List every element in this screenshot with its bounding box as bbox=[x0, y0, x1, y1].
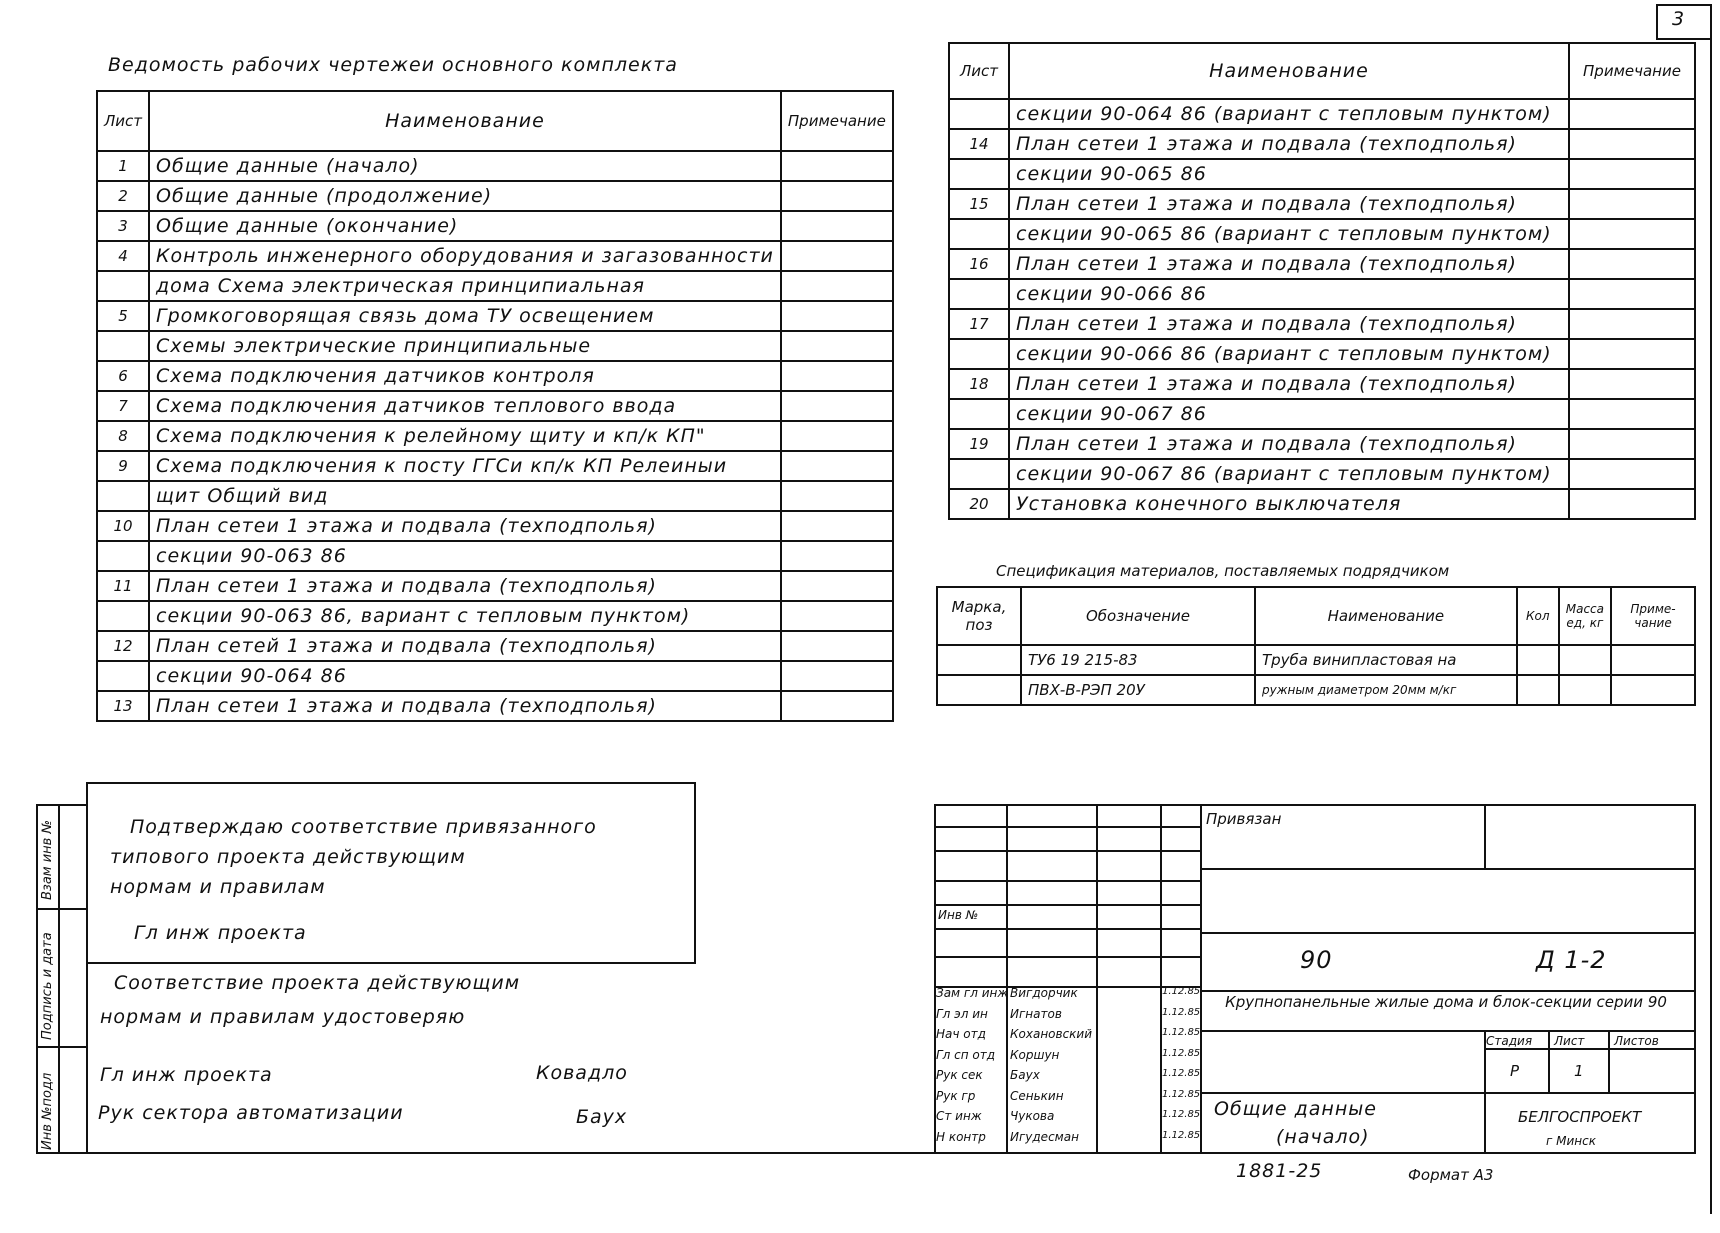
row-title: План сетеи 1 этажа и подвала (техподполья) bbox=[149, 571, 781, 601]
signatory-date: 1.12.85 bbox=[1162, 1129, 1201, 1141]
footer-number: 1881-25 bbox=[1236, 1160, 1323, 1182]
table-row bbox=[949, 489, 1695, 519]
table-row bbox=[949, 189, 1695, 219]
signatory-row bbox=[934, 1109, 1200, 1129]
spec-h-mass: Масса ед, кг bbox=[1559, 587, 1611, 645]
table-row bbox=[97, 211, 893, 241]
row-title: План сетеи 1 этажа и подвала (техподполья) bbox=[1009, 129, 1569, 159]
signatory-row bbox=[934, 1048, 1200, 1068]
page-number: 3 bbox=[1672, 8, 1686, 30]
row-sheet-number: 9 bbox=[97, 451, 149, 481]
signatory-row bbox=[934, 1027, 1200, 1047]
signatory-row bbox=[934, 1089, 1200, 1109]
col-note-header: Примечание bbox=[781, 91, 893, 151]
table-row bbox=[97, 361, 893, 391]
table-row bbox=[949, 279, 1695, 309]
signatory-name: Кохановский bbox=[1010, 1027, 1093, 1041]
code-right: Д 1-2 bbox=[1536, 946, 1607, 974]
row-title: План сетеи 1 этажа и подвала (техподполья) bbox=[1009, 309, 1569, 339]
table-row bbox=[949, 339, 1695, 369]
table-row bbox=[97, 661, 893, 691]
row-title: План сетеи 1 этажа и подвала (техподполья) bbox=[149, 691, 781, 721]
row-title: секции 90-067 86 (вариант с тепловым пунктом) bbox=[1009, 459, 1569, 489]
table-row bbox=[949, 309, 1695, 339]
table-row bbox=[97, 181, 893, 211]
col-name-header: Наименование bbox=[1009, 43, 1569, 99]
signatory-name: Сенькин bbox=[1010, 1088, 1064, 1103]
right-sheet-list bbox=[948, 42, 1696, 520]
drawing-title-1: Общие данные bbox=[1214, 1098, 1377, 1120]
table-row bbox=[97, 151, 893, 181]
row-title: Общие данные (продолжение) bbox=[149, 181, 781, 211]
drawing-title-2: (начало) bbox=[1276, 1126, 1370, 1148]
row-title: План сетеи 1 этажа и подвала (техподполья) bbox=[149, 511, 781, 541]
spec-r1-desig: ТУ6 19 215-83 bbox=[1021, 645, 1255, 675]
row-title: Громкоговорящая связь дома ТУ освещением bbox=[149, 301, 781, 331]
table-row bbox=[97, 331, 893, 361]
signatory-row bbox=[934, 1007, 1200, 1027]
row-title: секции 90-063 86 bbox=[149, 541, 781, 571]
table-row bbox=[97, 631, 893, 661]
row-sheet-number: 20 bbox=[949, 489, 1009, 519]
row-title: секции 90-066 86 bbox=[1009, 279, 1569, 309]
row-sheet-number: 16 bbox=[949, 249, 1009, 279]
org-city: г Минск bbox=[1546, 1134, 1596, 1148]
signatory-row bbox=[934, 1130, 1200, 1150]
table-row bbox=[97, 571, 893, 601]
col-note-header: Примечание bbox=[1569, 43, 1695, 99]
signatory-role: Рук сек bbox=[936, 1068, 983, 1082]
row-sheet-number: 8 bbox=[97, 421, 149, 451]
spec-h-name: Наименование bbox=[1255, 587, 1517, 645]
row-sheet-number bbox=[97, 541, 149, 571]
row-title: секции 90-066 86 (вариант с тепловым пунктом) bbox=[1009, 339, 1569, 369]
confirm-line-8: Рук сектора автоматизации bbox=[98, 1102, 404, 1124]
row-title: дома Схема электрическая принципиальная bbox=[149, 271, 781, 301]
row-sheet-number: 6 bbox=[97, 361, 149, 391]
col-name-header: Наименование bbox=[149, 91, 781, 151]
spec-title: Спецификация материалов, поставляемых подрядчиком bbox=[996, 562, 1450, 580]
row-sheet-number: 2 bbox=[97, 181, 149, 211]
table-row bbox=[97, 271, 893, 301]
row-sheet-number: 11 bbox=[97, 571, 149, 601]
confirm-line-3: нормам и правилам bbox=[110, 876, 326, 898]
signatory-date: 1.12.85 bbox=[1162, 1027, 1201, 1038]
row-title: План сетеи 1 этажа и подвала (техподполья) bbox=[1009, 369, 1569, 399]
signatory-name: Игудесман bbox=[1010, 1129, 1079, 1144]
row-sheet-number bbox=[949, 99, 1009, 129]
row-title: Общие данные (начало) bbox=[149, 151, 781, 181]
row-title: Схема подключения к релейному щиту и кп/к КП" bbox=[149, 421, 781, 451]
row-title: секции 90-067 86 bbox=[1009, 399, 1569, 429]
confirm-line-2: типового проекта действующим bbox=[110, 846, 466, 868]
row-sheet-number: 14 bbox=[949, 129, 1009, 159]
table-row bbox=[949, 249, 1695, 279]
sheets-header: Листов bbox=[1614, 1034, 1659, 1048]
row-title: Схема подключения к посту ГГСи кп/к КП Релеиныи bbox=[149, 451, 781, 481]
row-sheet-number bbox=[949, 399, 1009, 429]
confirm-line-7: Гл инж проекта bbox=[100, 1064, 273, 1086]
sector-head-name: Баух bbox=[576, 1106, 628, 1128]
signatory-name: Баух bbox=[1010, 1068, 1040, 1082]
row-title: секции 90-065 86 (вариант с тепловым пунктом) bbox=[1009, 219, 1569, 249]
left-title: Ведомость рабочих чертежеи основного комплекта bbox=[108, 54, 678, 76]
stage-value: Р bbox=[1510, 1062, 1520, 1080]
row-sheet-number: 13 bbox=[97, 691, 149, 721]
table-row bbox=[97, 691, 893, 721]
table-row bbox=[949, 99, 1695, 129]
signatory-name: Коршун bbox=[1010, 1047, 1060, 1062]
spec-r2-desig: ПВХ-В-РЭП 20У bbox=[1021, 675, 1255, 705]
signatory-role: Нач отд bbox=[936, 1027, 986, 1041]
table-row bbox=[97, 421, 893, 451]
spec-h-desig: Обозначение bbox=[1021, 587, 1255, 645]
signatory-name: Игнатов bbox=[1010, 1006, 1062, 1021]
table-row bbox=[949, 399, 1695, 429]
chief-engineer-name: Ковадло bbox=[536, 1062, 628, 1084]
signatory-date: 1.12.85 bbox=[1162, 1109, 1201, 1120]
signatory-role: Зам гл инж bbox=[936, 986, 1009, 1000]
privyazan-label: Привязан bbox=[1206, 810, 1282, 828]
row-sheet-number: 17 bbox=[949, 309, 1009, 339]
table-row bbox=[949, 129, 1695, 159]
row-sheet-number: 10 bbox=[97, 511, 149, 541]
signatory-role: Рук гр bbox=[936, 1088, 976, 1103]
row-sheet-number bbox=[97, 271, 149, 301]
table-row bbox=[97, 541, 893, 571]
sheet-header: Лист bbox=[1554, 1034, 1585, 1048]
row-sheet-number: 12 bbox=[97, 631, 149, 661]
row-sheet-number bbox=[97, 601, 149, 631]
table-row bbox=[949, 429, 1695, 459]
side-label-inv-podl: Инв №подл bbox=[40, 1072, 55, 1150]
row-title: секции 90-064 86 (вариант с тепловым пунктом) bbox=[1009, 99, 1569, 129]
row-sheet-number: 18 bbox=[949, 369, 1009, 399]
table-row bbox=[97, 451, 893, 481]
row-title: секции 90-063 86, вариант с тепловым пунктом) bbox=[149, 601, 781, 631]
signatory-role: Гл эл ин bbox=[936, 1006, 988, 1021]
stage-header: Стадия bbox=[1486, 1034, 1533, 1048]
row-title: План сетей 1 этажа и подвала (техподполья) bbox=[149, 631, 781, 661]
format-label: Формат А3 bbox=[1408, 1166, 1494, 1184]
project-name: Крупнопанельные жилые дома и блок-секции серии 90 bbox=[1225, 993, 1667, 1011]
signatory-role: Ст инж bbox=[936, 1109, 982, 1123]
signatory-date: 1.12.85 bbox=[1162, 1068, 1201, 1079]
row-sheet-number: 4 bbox=[97, 241, 149, 271]
row-title: секции 90-064 86 bbox=[149, 661, 781, 691]
table-row bbox=[97, 391, 893, 421]
spec-r1-name: Труба винипластовая на bbox=[1255, 645, 1517, 675]
confirm-line-1: Подтверждаю соответствие привязанного bbox=[130, 816, 597, 838]
spec-h-note: Приме-чание bbox=[1611, 587, 1695, 645]
row-title: щит Общий вид bbox=[149, 481, 781, 511]
signatory-date: 1.12.85 bbox=[1162, 986, 1201, 997]
inv-label: Инв № bbox=[938, 908, 979, 922]
table-row bbox=[949, 459, 1695, 489]
table-row bbox=[949, 369, 1695, 399]
row-sheet-number: 15 bbox=[949, 189, 1009, 219]
row-sheet-number bbox=[949, 219, 1009, 249]
signatory-name: Вигдорчик bbox=[1010, 986, 1078, 1000]
signatory-date: 1.12.85 bbox=[1162, 1088, 1201, 1100]
table-row bbox=[949, 219, 1695, 249]
confirm-line-5: Соответствие проекта действующим bbox=[114, 972, 521, 994]
spec-h-qty: Кол bbox=[1517, 587, 1559, 645]
row-title: План сетеи 1 этажа и подвала (техподполья) bbox=[1009, 429, 1569, 459]
confirm-line-6: нормам и правилам удостоверяю bbox=[100, 1006, 466, 1028]
row-title: Схема подключения датчиков теплового ввода bbox=[149, 391, 781, 421]
side-label-inv: Взам инв № bbox=[40, 820, 55, 900]
row-sheet-number: 3 bbox=[97, 211, 149, 241]
row-title: Схемы электрические принципиальные bbox=[149, 331, 781, 361]
confirm-line-4: Гл инж проекта bbox=[134, 922, 307, 944]
row-title: Установка конечного выключателя bbox=[1009, 489, 1569, 519]
spec-h-mark: Марка, поз bbox=[937, 587, 1021, 645]
row-sheet-number bbox=[97, 481, 149, 511]
row-title: Схема подключения датчиков контроля bbox=[149, 361, 781, 391]
table-row bbox=[97, 511, 893, 541]
table-row bbox=[97, 601, 893, 631]
signatory-name: Чукова bbox=[1010, 1109, 1055, 1123]
sheet-value: 1 bbox=[1574, 1062, 1584, 1080]
signatory-row bbox=[934, 986, 1200, 1006]
row-title: секции 90-065 86 bbox=[1009, 159, 1569, 189]
table-row bbox=[97, 241, 893, 271]
left-sheet-list bbox=[96, 90, 894, 722]
signatory-role: Н контр bbox=[936, 1129, 986, 1144]
row-sheet-number bbox=[949, 279, 1009, 309]
signatory-date: 1.12.85 bbox=[1162, 1047, 1201, 1059]
row-sheet-number bbox=[949, 159, 1009, 189]
row-sheet-number: 1 bbox=[97, 151, 149, 181]
row-sheet-number: 5 bbox=[97, 301, 149, 331]
signatory-date: 1.12.85 bbox=[1162, 1006, 1201, 1018]
row-title: План сетеи 1 этажа и подвала (техподполья) bbox=[1009, 249, 1569, 279]
table-row bbox=[97, 301, 893, 331]
row-title: Контроль инженерного оборудования и загазованности bbox=[149, 241, 781, 271]
table-row bbox=[97, 481, 893, 511]
col-sheet-header: Лист bbox=[949, 43, 1009, 99]
row-sheet-number bbox=[949, 459, 1009, 489]
row-sheet-number bbox=[949, 339, 1009, 369]
code-left: 90 bbox=[1300, 946, 1333, 974]
row-sheet-number bbox=[97, 661, 149, 691]
spec-table bbox=[936, 586, 1696, 706]
row-sheet-number bbox=[97, 331, 149, 361]
row-title: Общие данные (окончание) bbox=[149, 211, 781, 241]
col-sheet-header: Лист bbox=[97, 91, 149, 151]
signatory-row bbox=[934, 1068, 1200, 1088]
table-row bbox=[949, 159, 1695, 189]
signatory-role: Гл сп отд bbox=[936, 1047, 996, 1062]
row-title: План сетеи 1 этажа и подвала (техподполья) bbox=[1009, 189, 1569, 219]
row-sheet-number: 19 bbox=[949, 429, 1009, 459]
row-sheet-number: 7 bbox=[97, 391, 149, 421]
org-name: БЕЛГОСПРОЕКТ bbox=[1518, 1108, 1642, 1126]
spec-r2-name: ружным диаметром 20мм м/кг bbox=[1255, 675, 1517, 705]
side-label-sign: Подпись и дата bbox=[40, 932, 55, 1040]
